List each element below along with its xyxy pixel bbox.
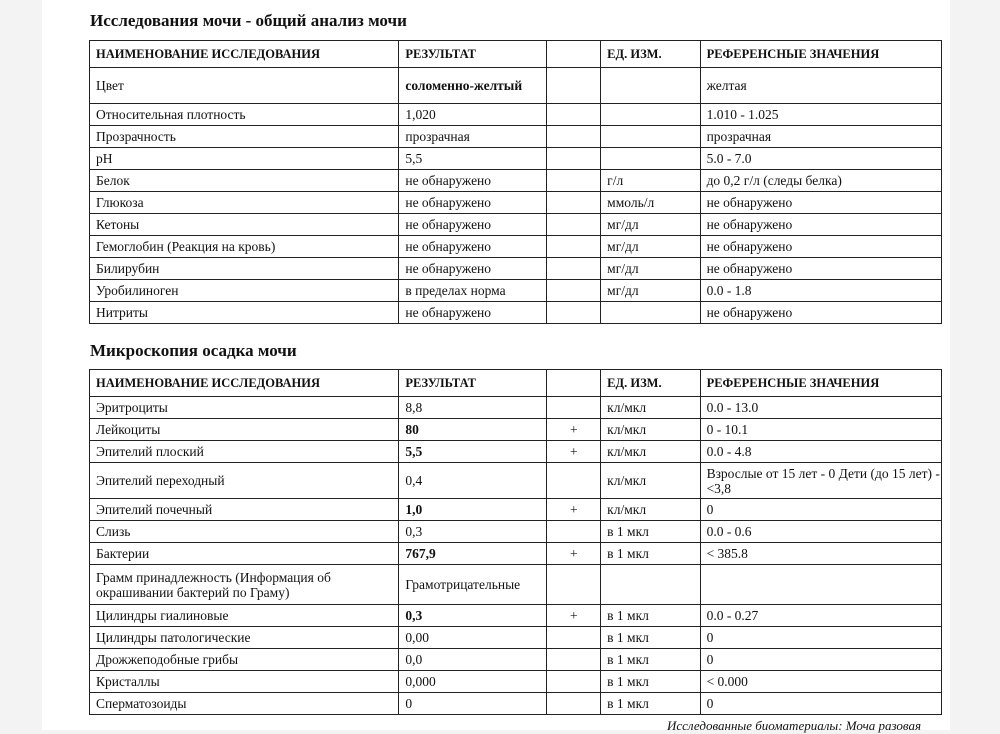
section-title-urinalysis: Исследования мочи - общий анализ мочи [90, 11, 407, 30]
table-row [90, 236, 942, 258]
cell-result: не обнаружено [399, 192, 547, 214]
header-units: ЕД. ИЗМ. [601, 370, 700, 397]
cell-test-name: Белок [90, 170, 399, 192]
cell-result: не обнаружено [399, 302, 547, 324]
table-row [90, 565, 942, 605]
cell-units: г/л [601, 170, 700, 192]
header-reference: РЕФЕРЕНСНЫЕ ЗНАЧЕНИЯ [700, 370, 941, 397]
cell-units [601, 302, 700, 324]
table-row [90, 148, 942, 170]
table-row [90, 543, 942, 565]
table-row [90, 627, 942, 649]
cell-reference: 0.0 - 1.8 [700, 280, 941, 302]
cell-reference: 0 [700, 499, 941, 521]
cell-reference: не обнаружено [700, 192, 941, 214]
cell-reference: 0 - 10.1 [700, 419, 941, 441]
cell-flag [547, 693, 601, 715]
table-row [90, 214, 942, 236]
cell-flag [547, 214, 601, 236]
cell-test-name: pH [90, 148, 399, 170]
cell-result: 0,3 [399, 521, 547, 543]
cell-units: в 1 мкл [601, 627, 700, 649]
cell-result: в пределах норма [399, 280, 547, 302]
cell-flag [547, 521, 601, 543]
cell-test-name: Цилиндры гиалиновые [90, 605, 399, 627]
cell-reference: не обнаружено [700, 214, 941, 236]
table-row [90, 419, 942, 441]
cell-flag: + [547, 605, 601, 627]
cell-reference: 0 [700, 649, 941, 671]
cell-test-name: Цилиндры патологические [90, 627, 399, 649]
cell-flag [547, 565, 601, 605]
cell-units: в 1 мкл [601, 543, 700, 565]
cell-flag [547, 236, 601, 258]
header-flag [547, 41, 601, 68]
cell-test-name: Грамм принадлежность (Информация об окрашивании бактерий по Граму) [90, 565, 399, 605]
cell-flag [547, 148, 601, 170]
cell-units [601, 126, 700, 148]
table-row [90, 463, 942, 499]
cell-result: 8,8 [399, 397, 547, 419]
cell-result: 0,0 [399, 649, 547, 671]
cell-test-name: Дрожжеподобные грибы [90, 649, 399, 671]
cell-test-name: Глюкоза [90, 192, 399, 214]
cell-result: 767,9 [399, 543, 547, 565]
cell-reference [700, 565, 941, 605]
cell-test-name: Относительная плотность [90, 104, 399, 126]
header-test-name: НАИМЕНОВАНИЕ ИССЛЕДОВАНИЯ [90, 41, 399, 68]
table-row [90, 280, 942, 302]
cell-result: 0,4 [399, 463, 547, 499]
cell-units: в 1 мкл [601, 521, 700, 543]
cell-flag [547, 258, 601, 280]
table-row [90, 649, 942, 671]
cell-units: мг/дл [601, 258, 700, 280]
cell-flag [547, 68, 601, 104]
cell-result: Грамотрицательные [399, 565, 547, 605]
cell-test-name: Билирубин [90, 258, 399, 280]
cell-result: 5,5 [399, 441, 547, 463]
cell-units: кл/мкл [601, 499, 700, 521]
cell-result: 1,020 [399, 104, 547, 126]
table-row [90, 671, 942, 693]
cell-units: мг/дл [601, 214, 700, 236]
cell-reference: < 0.000 [700, 671, 941, 693]
cell-units: мг/дл [601, 236, 700, 258]
header-result: РЕЗУЛЬТАТ [399, 41, 547, 68]
urinalysis-table [89, 40, 942, 324]
cell-units: в 1 мкл [601, 649, 700, 671]
cell-reference: прозрачная [700, 126, 941, 148]
table-row [90, 521, 942, 543]
cell-units: кл/мкл [601, 441, 700, 463]
cell-test-name: Эритроциты [90, 397, 399, 419]
cell-units: ммоль/л [601, 192, 700, 214]
cell-flag: + [547, 499, 601, 521]
header-units: ЕД. ИЗМ. [601, 41, 700, 68]
cell-flag [547, 302, 601, 324]
cell-result: 0,000 [399, 671, 547, 693]
cell-flag [547, 649, 601, 671]
cell-units [601, 104, 700, 126]
table-row [90, 441, 942, 463]
table-row [90, 68, 942, 104]
cell-result: 0,00 [399, 627, 547, 649]
cell-flag [547, 170, 601, 192]
cell-flag: + [547, 543, 601, 565]
cell-flag [547, 627, 601, 649]
cell-flag [547, 104, 601, 126]
cell-flag [547, 192, 601, 214]
footer-note: Исследованные биоматериалы: Моча разовая [667, 718, 922, 733]
cell-test-name: Лейкоциты [90, 419, 399, 441]
table-row [90, 605, 942, 627]
header-flag [547, 370, 601, 397]
cell-units: кл/мкл [601, 397, 700, 419]
document-page [42, 0, 950, 733]
cell-result: 0,3 [399, 605, 547, 627]
cell-test-name: Уробилиноген [90, 280, 399, 302]
microscopy-table [89, 369, 942, 715]
header-test-name: НАИМЕНОВАНИЕ ИССЛЕДОВАНИЯ [90, 370, 399, 397]
section-title-microscopy: Микроскопия осадка мочи [90, 341, 297, 360]
cell-reference: 5.0 - 7.0 [700, 148, 941, 170]
table-row [90, 302, 942, 324]
cell-flag [547, 280, 601, 302]
cell-reference: не обнаружено [700, 258, 941, 280]
cell-test-name: Слизь [90, 521, 399, 543]
cell-reference: 1.010 - 1.025 [700, 104, 941, 126]
cell-test-name: Эпителий переходный [90, 463, 399, 499]
cell-reference: 0.0 - 0.27 [700, 605, 941, 627]
table-row [90, 397, 942, 419]
cell-units: в 1 мкл [601, 693, 700, 715]
cell-result: не обнаружено [399, 236, 547, 258]
header-reference: РЕФЕРЕНСНЫЕ ЗНАЧЕНИЯ [700, 41, 941, 68]
cell-reference: 0.0 - 13.0 [700, 397, 941, 419]
cell-result: 5,5 [399, 148, 547, 170]
cell-reference: желтая [700, 68, 941, 104]
cell-reference: < 385.8 [700, 543, 941, 565]
table-row [90, 499, 942, 521]
cell-reference: до 0,2 г/л (следы белка) [700, 170, 941, 192]
cell-reference: не обнаружено [700, 302, 941, 324]
cell-flag [547, 671, 601, 693]
cell-test-name: Кетоны [90, 214, 399, 236]
cell-result: прозрачная [399, 126, 547, 148]
cell-test-name: Эпителий почечный [90, 499, 399, 521]
cell-reference: не обнаружено [700, 236, 941, 258]
table-row [90, 192, 942, 214]
cell-reference: 0 [700, 693, 941, 715]
cell-reference: 0.0 - 4.8 [700, 441, 941, 463]
table-row [90, 170, 942, 192]
cell-units [601, 148, 700, 170]
cell-units [601, 68, 700, 104]
table-row [90, 126, 942, 148]
cell-flag [547, 126, 601, 148]
cell-reference: Взрослые от 15 лет - 0 Дети (до 15 лет) - <3,8 [700, 463, 941, 499]
cell-units: мг/дл [601, 280, 700, 302]
cell-test-name: Прозрачность [90, 126, 399, 148]
cell-result: 1,0 [399, 499, 547, 521]
cell-test-name: Кристаллы [90, 671, 399, 693]
table-row [90, 104, 942, 126]
cell-result: не обнаружено [399, 214, 547, 236]
cell-test-name: Нитриты [90, 302, 399, 324]
cell-result: 0 [399, 693, 547, 715]
cell-reference: 0 [700, 627, 941, 649]
cell-result: соломенно-желтый [399, 68, 547, 104]
cell-flag [547, 397, 601, 419]
table-header-row [90, 41, 942, 68]
cell-test-name: Гемоглобин (Реакция на кровь) [90, 236, 399, 258]
header-result: РЕЗУЛЬТАТ [399, 370, 547, 397]
table-row [90, 258, 942, 280]
table-header-row [90, 370, 942, 397]
cell-units: в 1 мкл [601, 671, 700, 693]
cell-flag: + [547, 441, 601, 463]
cell-test-name: Бактерии [90, 543, 399, 565]
cell-units [601, 565, 700, 605]
cell-result: не обнаружено [399, 170, 547, 192]
cell-reference: 0.0 - 0.6 [700, 521, 941, 543]
cell-test-name: Эпителий плоский [90, 441, 399, 463]
cell-units: кл/мкл [601, 419, 700, 441]
table-row [90, 693, 942, 715]
cell-units: кл/мкл [601, 463, 700, 499]
cell-result: 80 [399, 419, 547, 441]
cell-result: не обнаружено [399, 258, 547, 280]
cell-flag [547, 463, 601, 499]
cell-flag: + [547, 419, 601, 441]
cell-units: в 1 мкл [601, 605, 700, 627]
cell-test-name: Цвет [90, 68, 399, 104]
cell-test-name: Сперматозоиды [90, 693, 399, 715]
